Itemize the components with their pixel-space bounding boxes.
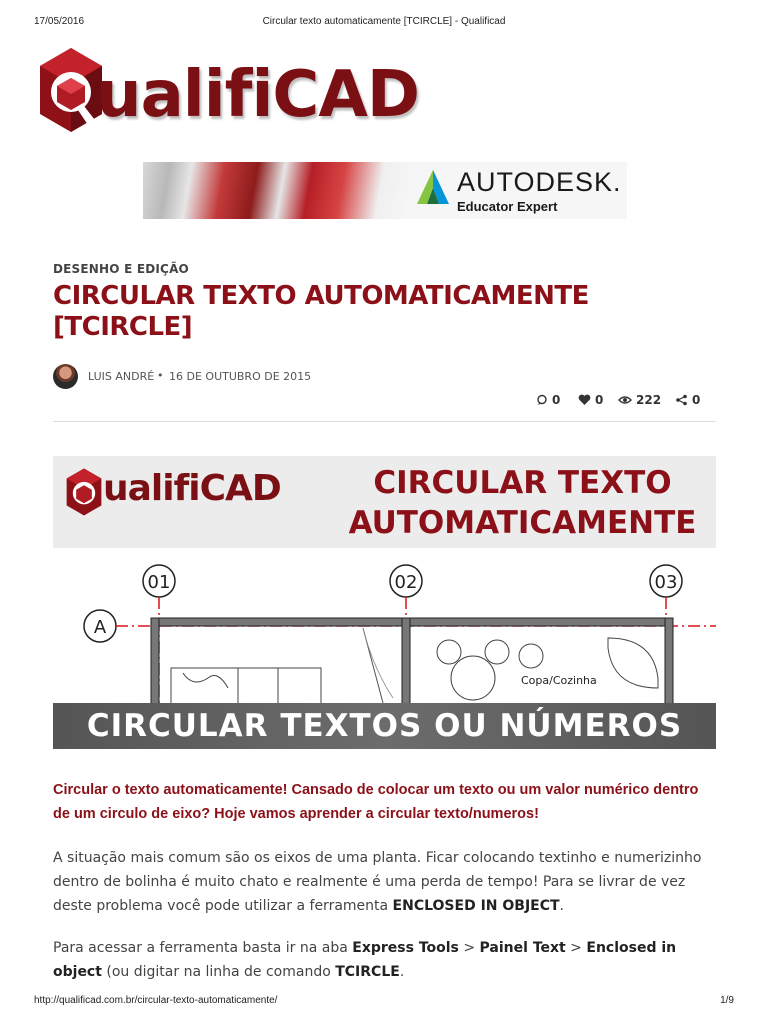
- page-number: 1/9: [720, 995, 734, 1006]
- share-icon: [675, 394, 688, 406]
- print-title: Circular texto automaticamente [TCIRCLE] - Qualificad: [262, 16, 506, 27]
- row-label-a: A: [93, 617, 107, 638]
- autodesk-logo-icon: [413, 168, 453, 208]
- comments-count: 0: [552, 393, 561, 407]
- post-title: CIRCULAR TEXTO AUTOMATICAMENTE [TCIRCLE]: [53, 281, 589, 342]
- room-label: Copa/Cozinha: [521, 674, 597, 687]
- lead-paragraph: Circular o texto automaticamente! Cansado de colocar um texto ou um valor numérico dentro de um circulo de eixo? Hoje vamos aprender a circular texto/numeros!: [53, 782, 699, 822]
- breadcrumb-sep-2: >: [565, 940, 587, 956]
- comments-stat[interactable]: [536, 393, 560, 407]
- shares-count: 0: [692, 393, 701, 407]
- featured-logo-wordmark: ualifiCAD: [103, 468, 281, 509]
- post-category[interactable]: DESENHO E EDIÇÃO: [53, 262, 189, 276]
- featured-image: [53, 456, 716, 749]
- autodesk-subtitle: Educator Expert: [457, 199, 558, 214]
- comment-icon: [536, 394, 548, 406]
- paragraph-2: [53, 936, 716, 984]
- banner-artwork: [143, 162, 408, 219]
- meta-separator: •: [157, 369, 164, 382]
- paragraph-1-text: A situação mais comum são os eixos de uma planta. Ficar colocando textinho e numerizinho dentro de bolinha é muito chato e realmente é uma perda de tempo! Para se livrar de vez deste problema você pode utilizar a ferramenta: [53, 850, 702, 914]
- featured-logo-cube-icon: [61, 464, 107, 520]
- axis-label-01: 01: [147, 572, 171, 593]
- print-url: http://qualificad.com.br/circular-texto-automaticamente/: [34, 995, 278, 1006]
- axis-label-02: 02: [394, 572, 418, 593]
- shares-stat[interactable]: [675, 393, 700, 407]
- cad-floorplan-drawing: [53, 548, 716, 708]
- tcircle-command-bold: TCIRCLE: [335, 964, 400, 980]
- post-stats: [530, 393, 720, 409]
- autodesk-brand: AUTODESK.: [457, 167, 622, 197]
- paragraph-2-start: Para acessar a ferramenta basta ir na aba: [53, 940, 353, 956]
- logo-wordmark: ualifiCAD: [96, 58, 420, 132]
- views-count: 222: [636, 393, 662, 407]
- painel-text-bold: Painel Text: [479, 940, 566, 956]
- pdf-footer: [34, 995, 734, 1011]
- featured-header: [53, 456, 716, 548]
- heart-icon: [578, 394, 591, 406]
- paragraph-2-mid: (ou digitar na linha de comando: [101, 964, 336, 980]
- featured-bottom-text: CIRCULAR TEXTOS OU NÚMEROS: [86, 708, 683, 744]
- featured-title-line2: AUTOMATICAMENTE: [348, 505, 697, 541]
- likes-count: 0: [595, 393, 604, 407]
- divider: [53, 421, 716, 422]
- tool-name-bold: ENCLOSED IN OBJECT: [392, 898, 560, 914]
- enclosed-in-object-bold: Enclosed in object: [53, 940, 677, 980]
- views-stat: [618, 393, 661, 407]
- paragraph-1: [53, 846, 716, 918]
- breadcrumb-sep-1: >: [458, 940, 480, 956]
- autodesk-banner[interactable]: [143, 162, 627, 219]
- featured-title-line1: CIRCULAR TEXTO: [373, 465, 672, 501]
- likes-stat[interactable]: [578, 393, 603, 407]
- post-date: 16 DE OUTUBRO DE 2015: [169, 370, 312, 383]
- paragraph-2-end: .: [399, 964, 405, 980]
- featured-bottom-band: [53, 703, 716, 749]
- axis-label-03: 03: [654, 572, 678, 593]
- print-date: 17/05/2016: [34, 16, 85, 27]
- site-logo[interactable]: [36, 40, 466, 140]
- eye-icon: [618, 394, 632, 406]
- paragraph-1-end: .: [559, 898, 564, 914]
- pdf-header: [34, 16, 734, 32]
- author-name[interactable]: LUIS ANDRÉ: [88, 370, 155, 383]
- express-tools-bold: Express Tools: [352, 940, 459, 956]
- avatar[interactable]: [53, 364, 78, 389]
